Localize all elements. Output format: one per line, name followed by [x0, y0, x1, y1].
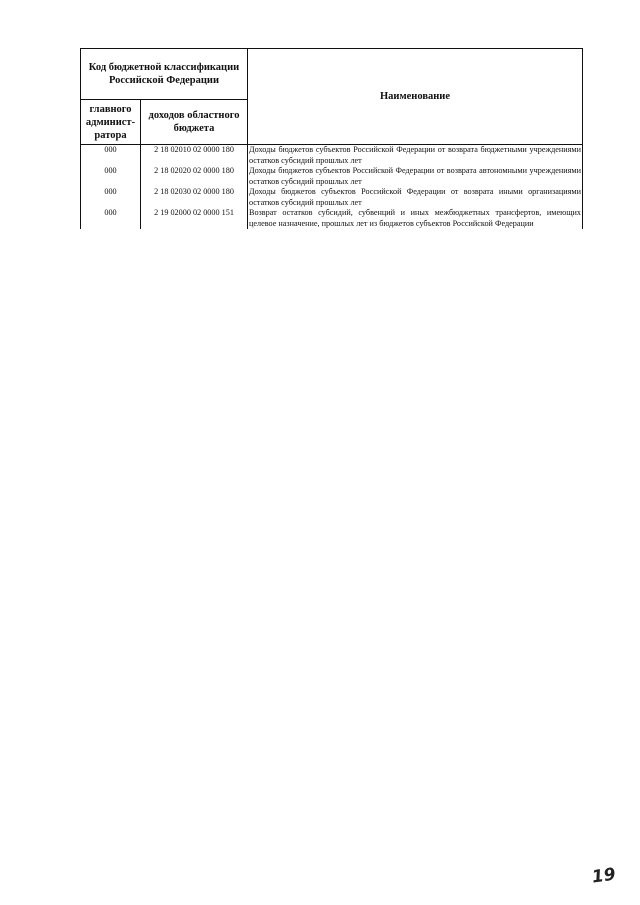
table-row: [81, 187, 583, 208]
name-cell: Возврат остатков субсидий, субвенций и иных межбюджетных трансфертов, имеющих целевое назначение, прошлых лет из бюджетов субъектов Российской Федерации: [249, 208, 581, 228]
name-cell: Доходы бюджетов субъектов Российской Федерации от возврата иными организациями остатков субсидий прошлых лет: [249, 187, 581, 207]
name-cell: Доходы бюджетов субъектов Российской Федерации от возврата автономными учреждениями остатков субсидий прошлых лет: [249, 166, 581, 186]
table-row: [81, 166, 583, 187]
table-row: [81, 145, 583, 167]
table-header-row: [81, 49, 583, 100]
revenue-code-cell: 2 19 02000 02 0000 151: [141, 208, 248, 229]
revenue-code-cell: 2 18 02020 02 0000 180: [141, 166, 248, 187]
revenue-code-cell: 2 18 02030 02 0000 180: [141, 187, 248, 208]
header-code-group: Код бюджетной классификации Российской Федерации: [81, 49, 248, 100]
header-admin: главного админист-ратора: [81, 100, 141, 145]
admin-code-cell: 000: [81, 166, 141, 187]
admin-code-cell: 000: [81, 208, 141, 229]
header-name: Наименование: [248, 49, 583, 145]
revenue-code-cell: 2 18 02010 02 0000 180: [141, 145, 248, 167]
header-revenue: доходов областного бюджета: [141, 100, 248, 145]
budget-classification-table: [80, 48, 583, 229]
table-row: [81, 208, 583, 229]
admin-code-cell: 000: [81, 187, 141, 208]
handwritten-page-number: 19: [590, 864, 617, 888]
admin-code-cell: 000: [81, 145, 141, 167]
name-cell: Доходы бюджетов субъектов Российской Федерации от возврата бюджетными учреждениями остатков субсидий прошлых лет: [249, 145, 581, 165]
